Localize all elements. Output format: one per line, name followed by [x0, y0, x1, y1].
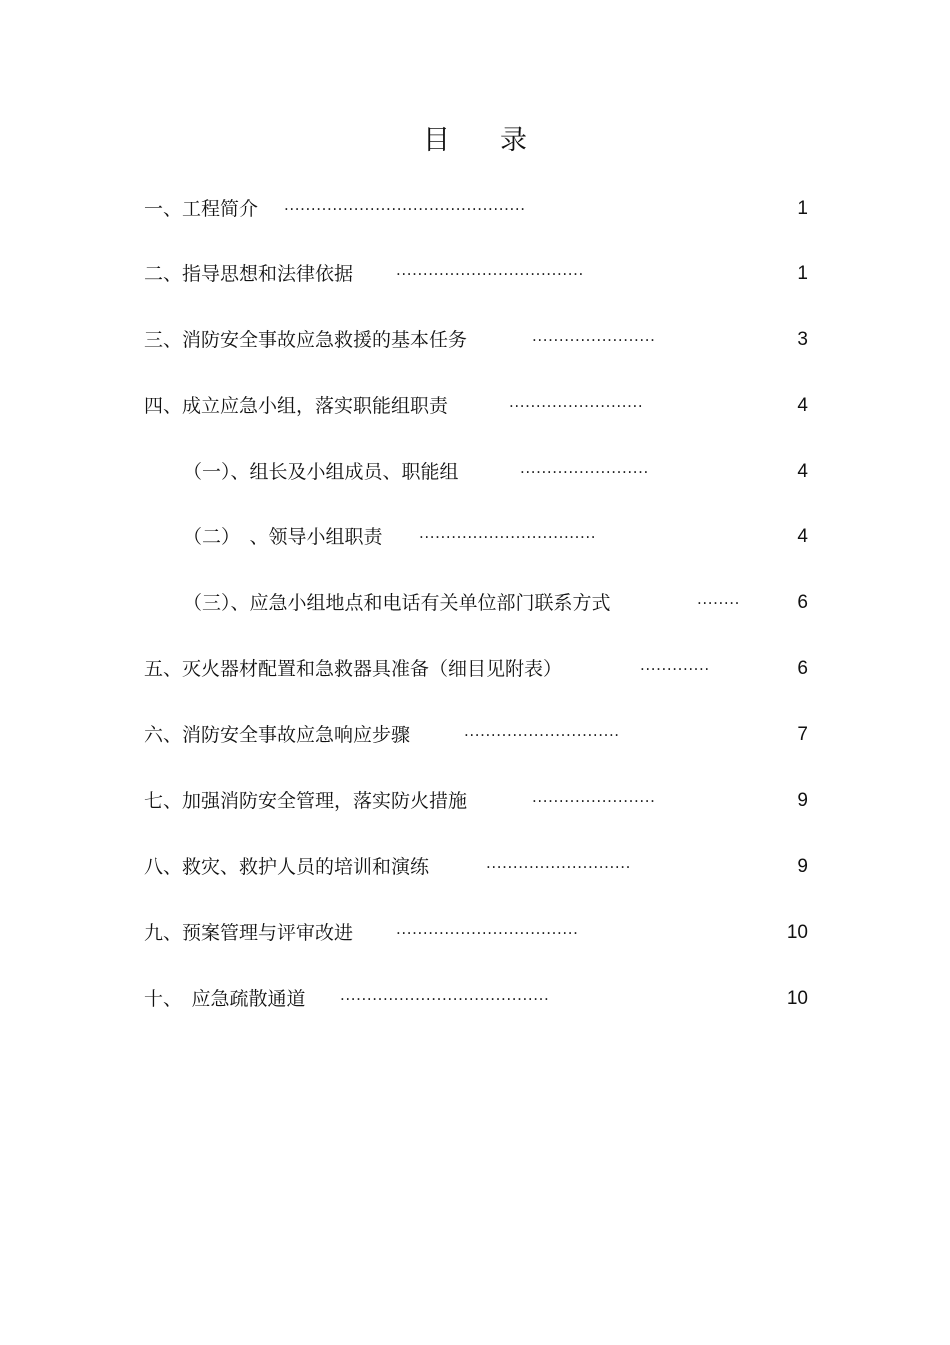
page-title	[0, 118, 950, 157]
toc-leader-dots: .......................	[532, 788, 656, 806]
toc-entry-label: 十、 应急疏散通道	[144, 988, 306, 1010]
title-char-1: 目	[423, 125, 450, 156]
toc-entry-label: 三、消防安全事故应急救援的基本任务	[144, 329, 468, 351]
toc-entry-9[interactable]	[0, 918, 950, 948]
toc-page-number: 6	[797, 658, 808, 679]
toc-entry-label: （三）、应急小组地点和电话有关单位部门联系方式	[183, 592, 611, 614]
toc-leader-dots: ........................	[520, 459, 649, 477]
toc-entry-4[interactable]	[0, 391, 950, 421]
toc-entry-4-3[interactable]	[0, 588, 950, 618]
toc-entry-label: 一、工程简介	[144, 198, 259, 220]
toc-entry-6[interactable]	[0, 720, 950, 750]
toc-entry-4-1[interactable]	[0, 457, 950, 487]
toc-leader-dots: .............................................	[284, 196, 526, 214]
toc-entry-label: 二、指导思想和法律依据	[144, 263, 354, 285]
toc-leader-dots: ..................................	[396, 920, 579, 938]
toc-leader-dots: .............................	[464, 722, 620, 740]
toc-entry-7[interactable]	[0, 786, 950, 816]
toc-page-number: 1	[797, 263, 808, 284]
toc-entry-label: 八、救灾、救护人员的培训和演练	[144, 856, 430, 878]
toc-entry-4-2[interactable]	[0, 522, 950, 552]
toc-page-number: 9	[797, 856, 808, 877]
toc-page-number: 4	[797, 395, 808, 416]
toc-entry-label: （二） 、领导小组职责	[183, 526, 383, 548]
toc-leader-dots: .............	[640, 656, 710, 674]
toc-entry-3[interactable]	[0, 325, 950, 355]
toc-entry-label: （一）、组长及小组成员、职能组	[183, 461, 459, 483]
toc-page-number: 10	[786, 922, 808, 943]
toc-page-number: 3	[797, 329, 808, 350]
toc-entry-5[interactable]	[0, 654, 950, 684]
toc-leader-dots: .........................	[509, 393, 644, 411]
toc-entry-label: 七、加强消防安全管理，落实防火措施	[144, 790, 468, 812]
toc-leader-dots: ...........................	[486, 854, 631, 872]
toc-entry-2[interactable]	[0, 259, 950, 289]
toc-leader-dots: ........	[697, 590, 740, 608]
toc-entry-10[interactable]	[0, 984, 950, 1014]
toc-entry-label: 五、灭火器材配置和急救器具准备（细目见附表）	[144, 658, 563, 680]
toc-leader-dots: .................................	[419, 524, 597, 542]
toc-entry-label: 四、成立应急小组，落实职能组职责	[144, 395, 449, 417]
toc-page-number: 9	[797, 790, 808, 811]
toc-page-number: 7	[797, 724, 808, 745]
toc-page-number: 1	[797, 198, 808, 219]
toc-leader-dots: ...................................	[396, 261, 584, 279]
toc-leader-dots: .......................	[532, 327, 656, 345]
toc-page-number: 4	[797, 461, 808, 482]
toc-entry-8[interactable]	[0, 852, 950, 882]
toc-entry-label: 六、消防安全事故应急响应步骤	[144, 724, 411, 746]
toc-entry-1[interactable]	[0, 194, 950, 224]
toc-entry-label: 九、预案管理与评审改进	[144, 922, 354, 944]
title-char-2: 录	[500, 125, 527, 156]
toc-page-number: 4	[797, 526, 808, 547]
toc-leader-dots: .......................................	[340, 986, 550, 1004]
toc-page-number: 6	[797, 592, 808, 613]
toc-page-number: 10	[786, 988, 808, 1009]
